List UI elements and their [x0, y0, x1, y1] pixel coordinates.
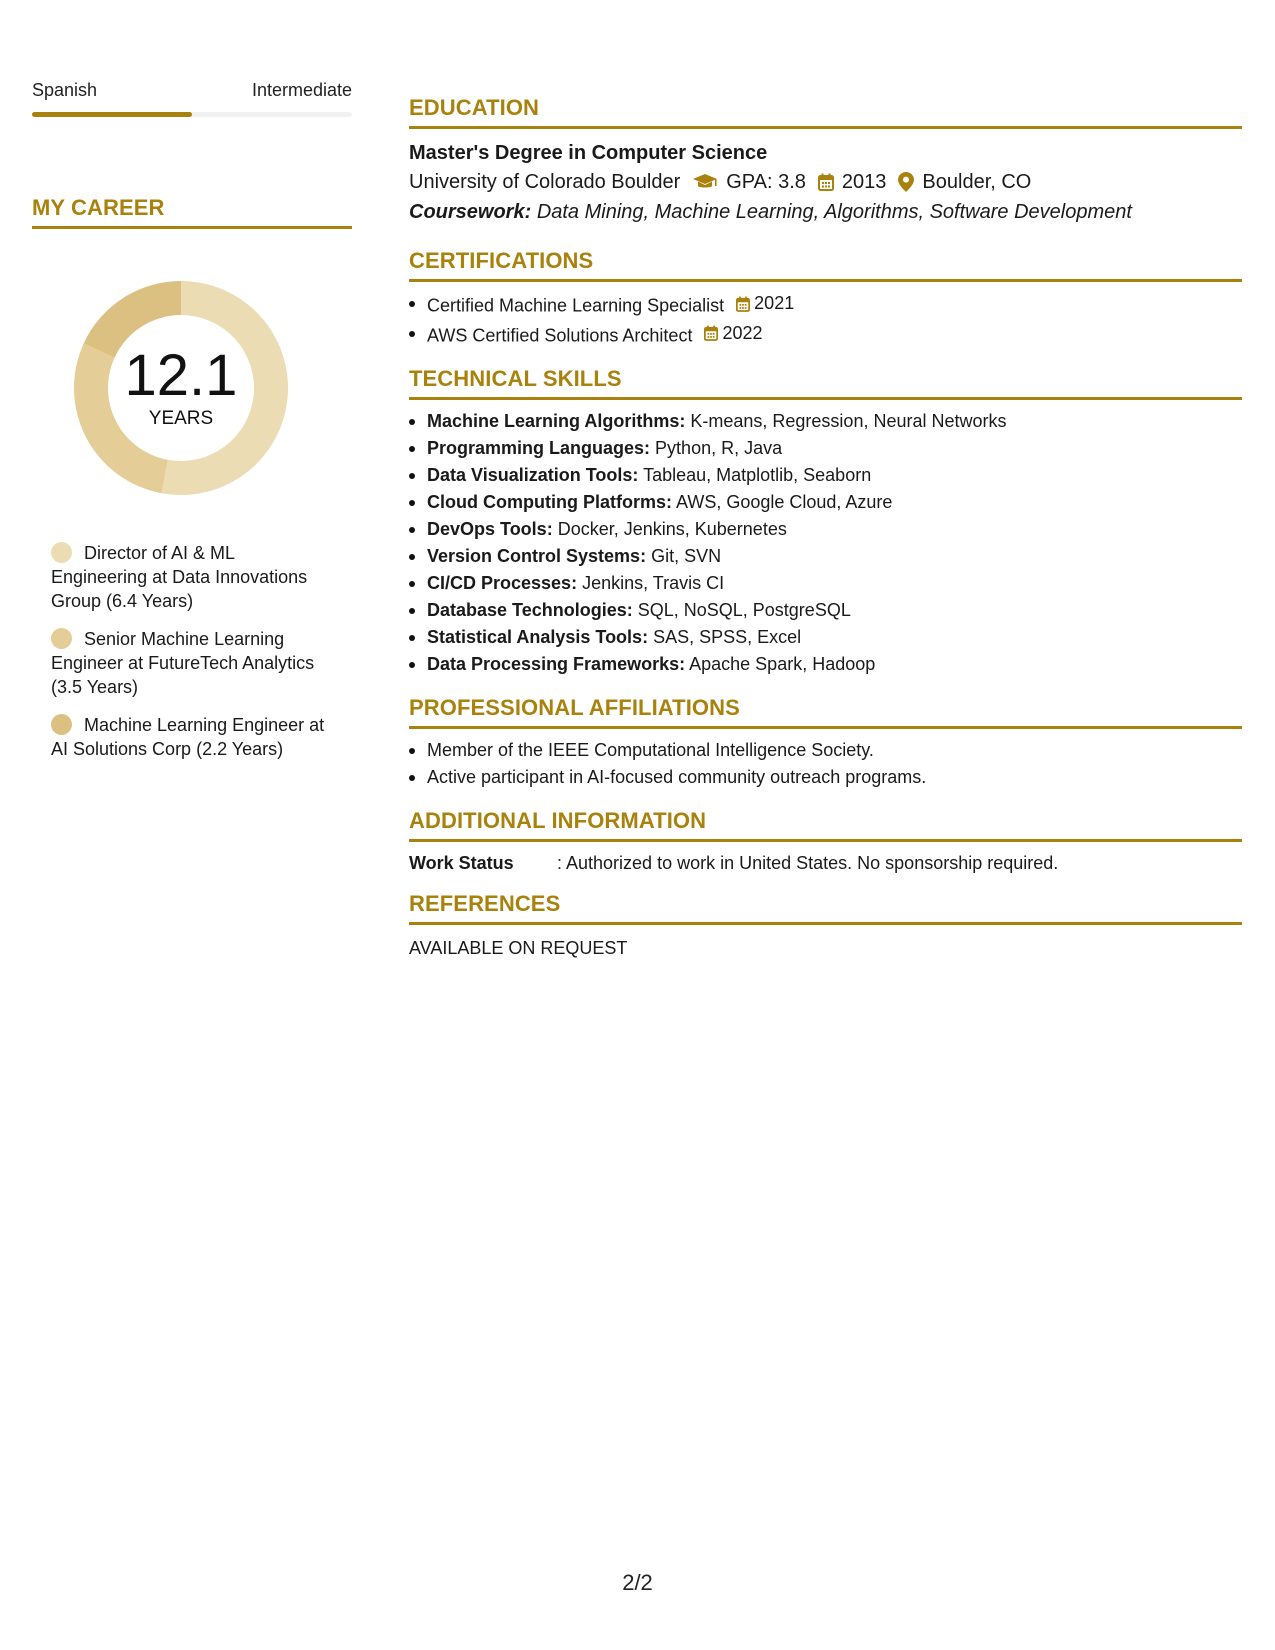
additional-section: [409, 807, 1242, 876]
career-legend: [32, 541, 332, 761]
skill-value: Tableau, Matplotlib, Seaborn: [643, 465, 872, 485]
language-proficiency-bar: [32, 112, 352, 117]
career-role-label: Senior Machine Learning Engineer at FutureTech Analytics (3.5 Years): [51, 629, 315, 697]
list-item: [409, 489, 1242, 516]
education-year: 2013: [841, 171, 887, 193]
additional-section-title: ADDITIONAL INFORMATION: [409, 808, 707, 833]
career-legend-item: [51, 627, 332, 699]
calendar-icon: [818, 173, 834, 191]
certifications-section: [409, 247, 1242, 349]
certification-year: 2022: [722, 322, 763, 343]
skills-section-rule: [409, 397, 1242, 400]
skill-label: Programming Languages:: [427, 438, 651, 458]
certifications-list: [409, 290, 1242, 349]
education-degree: Master's Degree in Computer Science: [409, 142, 768, 164]
certification-name: Certified Machine Learning Specialist: [427, 295, 725, 316]
skill-label: Version Control Systems:: [427, 546, 647, 566]
legend-dot-icon: [51, 628, 72, 649]
skill-value: Python, R, Java: [655, 438, 783, 458]
additional-section-rule: [409, 839, 1242, 842]
skill-label: Data Visualization Tools:: [427, 465, 639, 485]
career-total-unit: YEARS: [148, 408, 214, 429]
graduation-cap-icon: [692, 173, 718, 191]
right-column: [409, 94, 1242, 975]
skill-label: Data Processing Frameworks:: [427, 654, 686, 674]
affiliations-section-title: PROFESSIONAL AFFILIATIONS: [409, 695, 740, 720]
skill-value: SQL, NoSQL, PostgreSQL: [637, 600, 851, 620]
list-item: [409, 624, 1242, 651]
legend-dot-icon: [51, 714, 72, 735]
language-row: [32, 80, 352, 104]
career-legend-item: [51, 713, 332, 761]
work-status-label: Work Status: [409, 853, 514, 873]
skill-value: AWS, Google Cloud, Azure: [676, 492, 893, 512]
affiliations-section: [409, 694, 1242, 791]
list-item: [409, 408, 1242, 435]
education-school: University of Colorado Boulder: [409, 171, 681, 193]
career-donut-chart: [66, 273, 296, 503]
references-section-title: REFERENCES: [409, 891, 561, 916]
skill-label: DevOps Tools:: [427, 519, 553, 539]
left-column: [32, 80, 352, 775]
list-item: Member of the IEEE Computational Intelligence Society.: [409, 737, 1242, 764]
work-status-row: [409, 850, 1242, 876]
education-section-title: EDUCATION: [409, 95, 540, 120]
skill-value: Jenkins, Travis CI: [582, 573, 725, 593]
list-item: [409, 435, 1242, 462]
skill-label: Machine Learning Algorithms:: [427, 411, 686, 431]
education-location: Boulder, CO: [922, 171, 1032, 193]
language-level: Intermediate: [251, 80, 352, 100]
language-name: Spanish: [32, 80, 98, 100]
education-gpa: GPA: 3.8: [726, 171, 806, 193]
affiliations-list: [409, 737, 1242, 791]
skill-value: Git, SVN: [651, 546, 722, 566]
skills-section: [409, 365, 1242, 678]
career-section-rule: [32, 226, 352, 229]
page-number: 2/2: [622, 1570, 653, 1595]
certifications-section-rule: [409, 279, 1242, 282]
coursework-label: Coursework:: [409, 201, 532, 223]
coursework-list: Data Mining, Machine Learning, Algorithms, Software Development: [536, 201, 1132, 223]
list-item: [409, 516, 1242, 543]
calendar-icon: [736, 296, 750, 312]
affiliations-section-rule: [409, 726, 1242, 729]
skill-label: Statistical Analysis Tools:: [427, 627, 649, 647]
certification-year-wrap: [736, 290, 794, 317]
education-section: [409, 94, 1242, 227]
references-text: AVAILABLE ON REQUEST: [409, 938, 628, 958]
career-role-label: Director of AI & ML Engineering at Data Innovations Group (6.4 Years): [51, 543, 308, 611]
references-section: [409, 890, 1242, 961]
donut-center: [66, 273, 296, 503]
list-item: [409, 597, 1242, 624]
career-total-years: 12.1: [124, 343, 238, 408]
work-status-value: : Authorized to work in United States. No sponsorship required.: [557, 853, 1059, 873]
skill-value: Docker, Jenkins, Kubernetes: [557, 519, 787, 539]
skill-value: K-means, Regression, Neural Networks: [690, 411, 1007, 431]
list-item: [409, 462, 1242, 489]
language-proficiency-fill: [32, 112, 192, 117]
skill-label: Cloud Computing Platforms:: [427, 492, 672, 512]
career-role-label: Machine Learning Engineer at AI Solutions Corp (2.2 Years): [51, 715, 325, 759]
skills-section-title: TECHNICAL SKILLS: [409, 366, 622, 391]
certification-year-wrap: [704, 320, 762, 347]
career-legend-item: [51, 541, 332, 613]
education-details: [409, 167, 1242, 197]
skill-label: Database Technologies:: [427, 600, 633, 620]
career-section-title: MY CAREER: [32, 195, 165, 220]
skills-list: [409, 408, 1242, 678]
location-pin-icon: [898, 172, 914, 192]
certification-year: 2021: [754, 293, 795, 313]
references-section-rule: [409, 922, 1242, 925]
list-item: [409, 651, 1242, 678]
list-item: [409, 320, 1242, 350]
skill-label: CI/CD Processes:: [427, 573, 578, 593]
calendar-icon: [704, 325, 718, 341]
skill-value: SAS, SPSS, Excel: [653, 627, 802, 647]
list-item: [409, 290, 1242, 320]
certification-name: AWS Certified Solutions Architect: [427, 325, 693, 345]
education-coursework: [409, 197, 1242, 227]
education-section-rule: [409, 126, 1242, 129]
list-item: Active participant in AI-focused community outreach programs.: [409, 764, 1242, 791]
list-item: [409, 543, 1242, 570]
certifications-section-title: CERTIFICATIONS: [409, 248, 594, 273]
skill-value: Apache Spark, Hadoop: [689, 654, 876, 674]
legend-dot-icon: [51, 542, 72, 563]
list-item: [409, 570, 1242, 597]
